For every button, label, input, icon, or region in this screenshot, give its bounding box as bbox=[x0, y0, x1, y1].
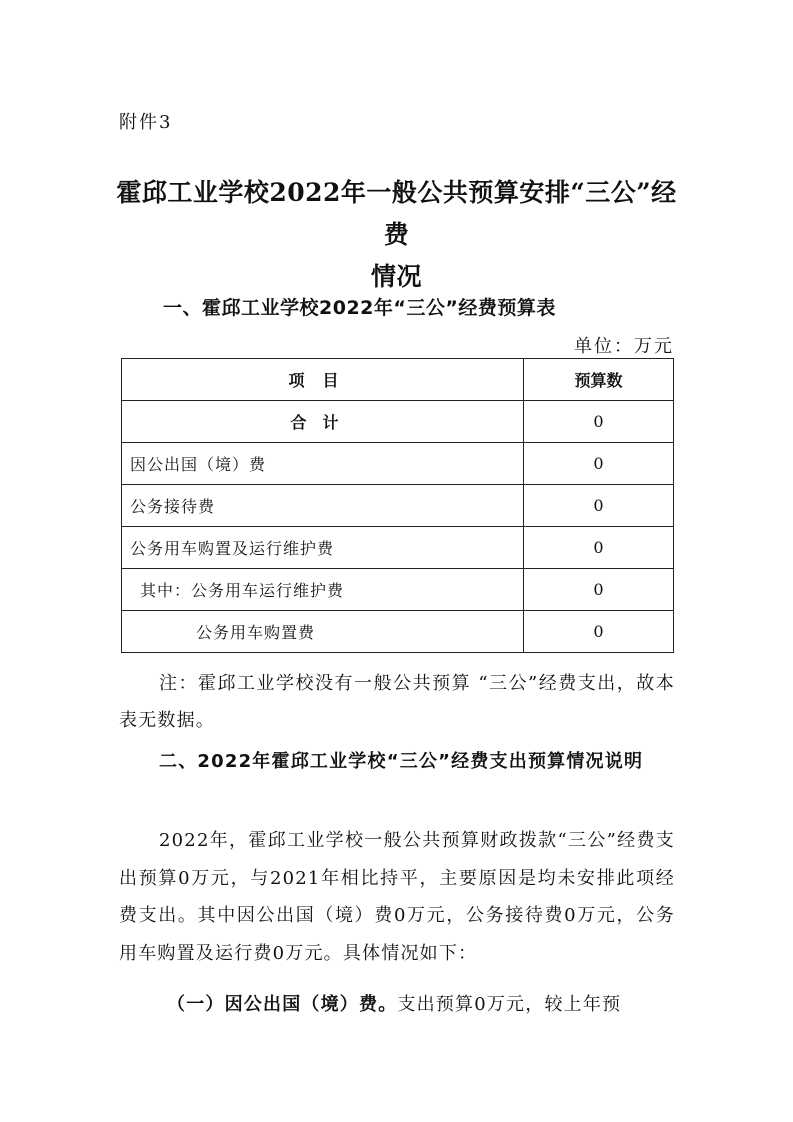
section-2-heading: 二、2022年霍邱工业学校“三公”经费支出预算情况说明 bbox=[159, 751, 644, 772]
document-title bbox=[110, 172, 683, 298]
table-header-row bbox=[122, 359, 674, 401]
row-item: 公务用车购置费 bbox=[122, 611, 524, 653]
row-value: 0 bbox=[524, 443, 674, 485]
header-budget: 预算数 bbox=[524, 359, 674, 401]
table-note: 注：霍邱工业学校没有一般公共预算 “三公”经费支出，故本表无数据。 bbox=[119, 673, 675, 731]
table-row bbox=[122, 443, 674, 485]
row-value: 0 bbox=[524, 569, 674, 611]
subsection-1-text: 支出预算0万元，较上年预 bbox=[397, 994, 622, 1015]
subsection-1-heading: （一）因公出国（境）费。 bbox=[167, 994, 398, 1015]
row-value: 0 bbox=[524, 401, 674, 443]
header-item: 项目 bbox=[122, 359, 524, 401]
row-value: 0 bbox=[524, 527, 674, 569]
table-row bbox=[122, 401, 674, 443]
body-paragraph: 2022年，霍邱工业学校一般公共预算财政拨款“三公”经费支出预算0万元，与2021年相比持平，主要原因是均未安排此项经费支出。其中因公出国（境）费0万元，公务接待费0万元，公务用车购置及运行费0万元。具体情况如下： bbox=[119, 830, 675, 964]
row-value: 0 bbox=[524, 485, 674, 527]
row-item: 其中：公务用车运行维护费 bbox=[122, 569, 524, 611]
table-row bbox=[122, 527, 674, 569]
row-item: 公务接待费 bbox=[122, 485, 524, 527]
table-row bbox=[122, 485, 674, 527]
title-line-2: 情况 bbox=[370, 262, 422, 291]
title-line-1: 霍邱工业学校2022年一般公共预算安排“三公”经费 bbox=[116, 178, 677, 249]
section-1-heading: 一、霍邱工业学校2022年“三公”经费预算表 bbox=[163, 297, 556, 319]
budget-table bbox=[121, 358, 674, 653]
attachment-label: 附件3 bbox=[119, 112, 173, 133]
row-item: 因公出国（境）费 bbox=[122, 443, 524, 485]
table-row bbox=[122, 611, 674, 653]
row-item: 公务用车购置及运行维护费 bbox=[122, 527, 524, 569]
subsection-1 bbox=[119, 986, 675, 1023]
row-value: 0 bbox=[524, 611, 674, 653]
row-item-total: 合计 bbox=[122, 401, 524, 443]
unit-label: 单位：万元 bbox=[574, 336, 674, 357]
table-row bbox=[122, 569, 674, 611]
